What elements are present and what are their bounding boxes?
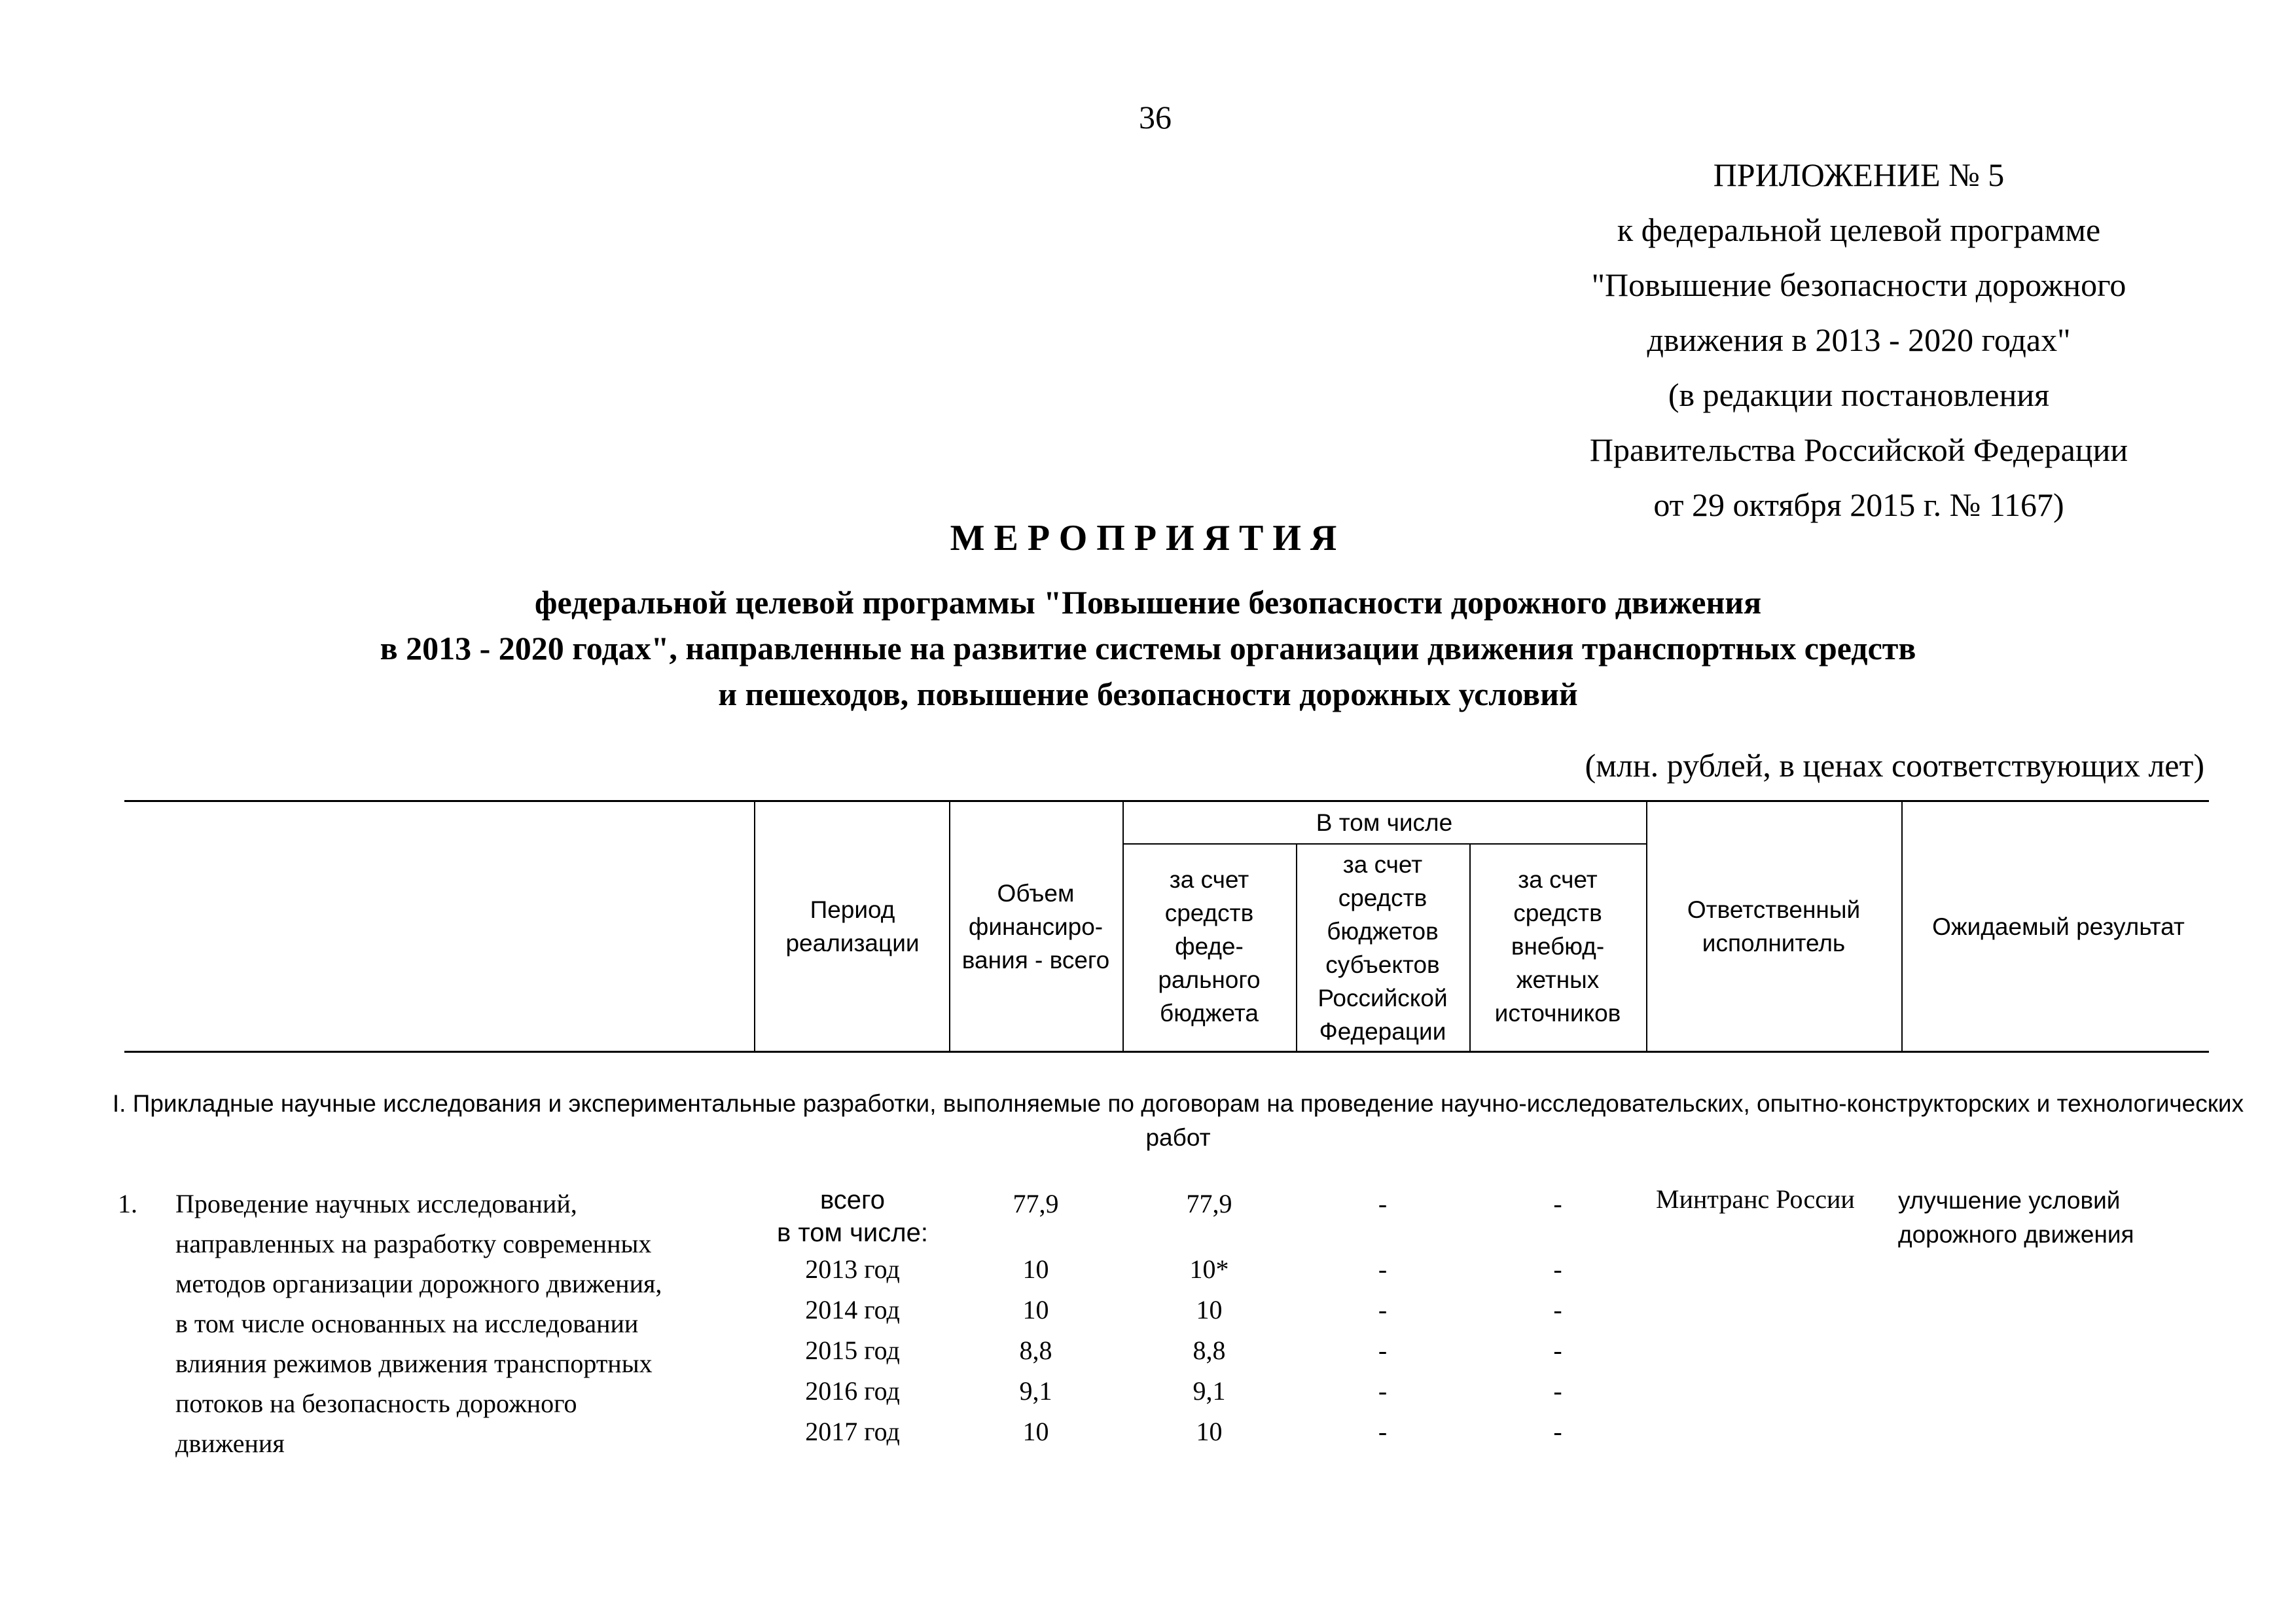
regional-years (1299, 1249, 1466, 1452)
column-divider (1646, 800, 1647, 1052)
regional-cell: - (1378, 1336, 1388, 1365)
result-line: дорожного движения (1898, 1221, 2134, 1248)
federal-cell: 10* (1189, 1254, 1229, 1284)
header-including: В том числе (1316, 809, 1453, 836)
header-total: Объем финансиро- вания - всего (961, 879, 1110, 974)
year-cell: 2016 год (805, 1376, 900, 1406)
regional-cell: - (1378, 1189, 1388, 1218)
extrabudget-column (1473, 1184, 1643, 1224)
extrabudget-cell: - (1553, 1417, 1562, 1446)
regional-cell: - (1378, 1295, 1388, 1324)
period-years (759, 1249, 946, 1452)
table-header-bottom-rule (124, 1051, 2209, 1053)
federal-cell: 9,1 (1193, 1376, 1226, 1406)
period-including-label: в том числе: (777, 1218, 928, 1247)
appendix-line: от 29 октября 2015 г. № 1167) (1653, 486, 2064, 523)
total-years (956, 1249, 1116, 1452)
header-period: Период реализации (785, 896, 920, 957)
document-title: МЕРОПРИЯТИЯ (950, 518, 1346, 558)
column-divider (1901, 800, 1903, 1052)
extrabudget-cell: - (1553, 1189, 1562, 1218)
result-cell (1898, 1184, 2134, 1252)
extrabudget-cell: - (1553, 1376, 1562, 1406)
federal-cell: 10 (1196, 1417, 1223, 1446)
column-divider (949, 800, 950, 1052)
column-divider (1469, 843, 1471, 1052)
extrabudget-cell: - (1553, 1254, 1562, 1284)
regional-column (1299, 1184, 1466, 1224)
header-executor: Ответственный исполнитель (1687, 896, 1861, 957)
header-result: Ожидаемый результат (1932, 913, 2185, 940)
description-line: потоков на безопасность дорожного (175, 1389, 577, 1418)
appendix-line: (в редакции постановления (1668, 376, 2050, 413)
appendix-line: к федеральной целевой программе (1617, 211, 2101, 248)
appendix-block (1499, 147, 2219, 532)
total-column (956, 1184, 1116, 1224)
federal-cell: 10 (1196, 1295, 1223, 1324)
header-federal: за счет средств феде- рального бюджета (1158, 866, 1261, 1027)
section-heading: I. Прикладные научные исследования и экспериментальные разработки, выполняемые по договорам на проведение научно-исследовательских, опытно-конструкторских и технологических работ (112, 1090, 2244, 1151)
column-divider (754, 800, 755, 1052)
appendix-line: движения в 2013 - 2020 годах" (1647, 321, 2071, 358)
subtitle-line: федеральной целевой программы "Повышение безопасности дорожного движения (534, 584, 1762, 621)
description-line: методов организации дорожного движения, (175, 1269, 662, 1298)
total-cell: 8,8 (1019, 1336, 1052, 1365)
description-line: Проведение научных исследований, (175, 1189, 577, 1218)
header-regional: за счет средств бюджетов субъектов Российской Федерации (1318, 850, 1448, 1045)
executor-cell: Минтранс России (1656, 1184, 1855, 1214)
federal-cell: 77,9 (1186, 1189, 1232, 1218)
description-line: направленных на разработку современных (175, 1229, 652, 1258)
document-subtitle (0, 579, 2296, 717)
page-number: 36 (1139, 99, 1172, 136)
regional-cell: - (1378, 1376, 1388, 1406)
description-line: влияния режимов движения транспортных (175, 1349, 653, 1378)
federal-years (1129, 1249, 1289, 1452)
total-cell: 10 (1022, 1417, 1049, 1446)
total-cell: 9,1 (1019, 1376, 1052, 1406)
result-line: улучшение условий (1898, 1187, 2121, 1214)
regional-cell: - (1378, 1417, 1388, 1446)
description-line: в том числе основанных на исследовании (175, 1309, 639, 1338)
extrabudget-cell: - (1553, 1295, 1562, 1324)
subtitle-line: и пешеходов, повышение безопасности дорожных условий (718, 676, 1578, 712)
period-column (759, 1184, 946, 1249)
extrabudget-years (1473, 1249, 1643, 1452)
extrabudget-cell: - (1553, 1336, 1562, 1365)
federal-cell: 8,8 (1193, 1336, 1226, 1365)
total-cell: 77,9 (1013, 1189, 1059, 1218)
appendix-line: Правительства Российской Федерации (1589, 431, 2128, 468)
year-cell: 2017 год (805, 1417, 900, 1446)
row-description (175, 1184, 662, 1463)
column-divider (1296, 843, 1297, 1052)
subtitle-line: в 2013 - 2020 годах", направленные на развитие системы организации движения транспортных средств (380, 630, 1916, 666)
year-cell: 2013 год (805, 1254, 900, 1284)
federal-column (1129, 1184, 1289, 1224)
total-cell: 10 (1022, 1254, 1049, 1284)
period-total-label: всего (819, 1186, 885, 1214)
year-cell: 2015 год (805, 1336, 900, 1365)
row-number: 1. (118, 1189, 137, 1218)
description-line: движения (175, 1429, 285, 1458)
regional-cell: - (1378, 1254, 1388, 1284)
units-note: (млн. рублей, в ценах соответствующих лет) (1585, 747, 2204, 784)
year-cell: 2014 год (805, 1295, 900, 1324)
header-extrabudget: за счет средств внебюд- жетных источников (1494, 866, 1621, 1027)
appendix-line: ПРИЛОЖЕНИЕ № 5 (1713, 156, 2005, 193)
total-cell: 10 (1022, 1295, 1049, 1324)
appendix-line: "Повышение безопасности дорожного (1591, 266, 2126, 303)
